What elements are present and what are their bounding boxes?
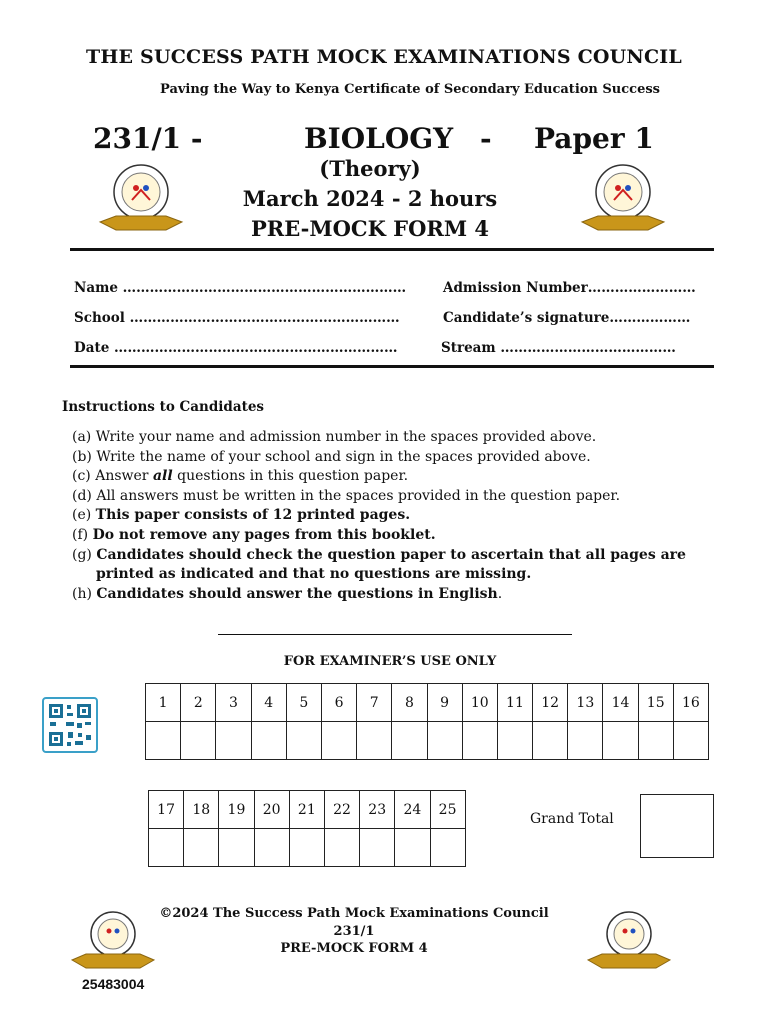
instruction-label: (e) — [72, 507, 96, 524]
question-number-cell: 18 — [184, 791, 219, 829]
title-dash: - — [480, 122, 492, 155]
instruction-item — [72, 585, 712, 605]
school-field[interactable]: School …………………………………………………… — [74, 310, 400, 326]
stream-field[interactable]: Stream ………………………………… — [441, 340, 676, 356]
score-cell[interactable] — [568, 722, 603, 760]
question-number-cell: 9 — [427, 684, 462, 722]
separator-line — [218, 634, 572, 635]
score-cell[interactable] — [427, 722, 462, 760]
score-cell[interactable] — [149, 829, 184, 867]
score-cell[interactable] — [254, 829, 289, 867]
score-cell[interactable] — [392, 722, 427, 760]
instruction-text: Candidates should check the question paper to ascertain that all pages are — [96, 546, 686, 563]
instruction-label: (g) — [72, 546, 97, 563]
footer-code: 231/1 — [333, 924, 375, 939]
score-cell[interactable] — [251, 722, 286, 760]
score-grid-questions-17-25 — [148, 790, 466, 867]
question-number-cell: 5 — [286, 684, 321, 722]
subject-title: BIOLOGY — [304, 122, 454, 155]
score-cell[interactable] — [497, 722, 532, 760]
fields-rule — [70, 365, 714, 368]
paper-code: 231/1 - — [93, 122, 203, 155]
exam-date-duration: March 2024 - 2 hours — [242, 186, 498, 211]
score-cell[interactable] — [395, 829, 430, 867]
instruction-item: (b) Write the name of your school and sign in the spaces provided above. — [72, 448, 591, 465]
question-number-cell: 2 — [181, 684, 216, 722]
question-number-cell: 14 — [603, 684, 638, 722]
score-cell[interactable] — [321, 722, 356, 760]
instruction-text: (c) Answer — [72, 468, 153, 485]
score-grid-questions-1-16 — [145, 683, 709, 760]
footer-logo-right — [584, 908, 674, 974]
council-title: THE SUCCESS PATH MOCK EXAMINATIONS COUNCIL — [86, 46, 682, 68]
instructions-title: Instructions to Candidates — [62, 399, 265, 415]
question-number-cell: 17 — [149, 791, 184, 829]
grid-header-row — [146, 684, 709, 722]
instruction-text: This paper consists of 12 printed pages. — [95, 507, 411, 524]
grand-total-box[interactable] — [640, 794, 714, 858]
paper-number: Paper 1 — [534, 122, 654, 155]
instruction-item — [72, 467, 712, 487]
question-number-cell: 7 — [357, 684, 392, 722]
question-number-cell: 15 — [638, 684, 673, 722]
score-cell[interactable] — [286, 722, 321, 760]
question-number-cell: 16 — [673, 684, 708, 722]
score-cell[interactable] — [603, 722, 638, 760]
instructions-list — [72, 428, 712, 604]
score-cell[interactable] — [216, 722, 251, 760]
grid-header-row — [149, 791, 466, 829]
score-cell[interactable] — [673, 722, 708, 760]
score-cell[interactable] — [181, 722, 216, 760]
score-cell[interactable] — [219, 829, 254, 867]
paper-type: (Theory) — [319, 156, 421, 181]
serial-number: 25483004 — [82, 976, 145, 992]
examiner-title: FOR EXAMINER’S USE ONLY — [283, 654, 497, 669]
question-number-cell: 24 — [395, 791, 430, 829]
instruction-label: (h) — [72, 585, 97, 602]
question-number-cell: 19 — [219, 791, 254, 829]
question-number-cell: 20 — [254, 791, 289, 829]
instruction-text: Do not remove any pages from this booklet. — [92, 526, 436, 543]
score-cell[interactable] — [533, 722, 568, 760]
instruction-item — [72, 546, 712, 566]
question-number-cell: 23 — [360, 791, 395, 829]
question-number-cell: 4 — [251, 684, 286, 722]
score-cell[interactable] — [146, 722, 181, 760]
score-cell[interactable] — [289, 829, 324, 867]
question-number-cell: 12 — [533, 684, 568, 722]
council-logo-right — [578, 160, 668, 240]
footer-copyright: ©2024 The Success Path Mock Examinations Council — [159, 906, 549, 921]
exam-form: PRE-MOCK FORM 4 — [251, 216, 489, 241]
score-cell[interactable] — [324, 829, 359, 867]
instruction-item — [72, 565, 712, 585]
header-rule — [70, 248, 714, 251]
admission-number-field[interactable]: Admission Number…………………… — [443, 280, 696, 296]
question-number-cell: 3 — [216, 684, 251, 722]
grand-total-label: Grand Total — [530, 811, 614, 827]
instruction-text: Candidates should answer the questions in English — [96, 585, 498, 602]
question-number-cell: 8 — [392, 684, 427, 722]
question-number-cell: 10 — [462, 684, 497, 722]
instruction-item — [72, 526, 712, 546]
grid-score-row — [146, 722, 709, 760]
emphasis-all: all — [152, 468, 173, 485]
footer-logo-left — [68, 908, 158, 974]
question-number-cell: 25 — [430, 791, 465, 829]
tagline: Paving the Way to Kenya Certificate of Secondary Education Success — [160, 82, 660, 97]
instruction-text: questions in this question paper. — [172, 468, 409, 485]
council-logo-left — [96, 160, 186, 240]
footer-form: PRE-MOCK FORM 4 — [280, 941, 428, 956]
score-cell[interactable] — [430, 829, 465, 867]
question-number-cell: 13 — [568, 684, 603, 722]
score-cell[interactable] — [638, 722, 673, 760]
score-cell[interactable] — [360, 829, 395, 867]
qr-code-icon — [42, 697, 98, 753]
question-number-cell: 22 — [324, 791, 359, 829]
grid-score-row — [149, 829, 466, 867]
instruction-item: (a) Write your name and admission number in the spaces provided above. — [72, 429, 597, 445]
question-number-cell: 11 — [497, 684, 532, 722]
instruction-text: printed as indicated and that no questions are missing. — [96, 566, 532, 583]
question-number-cell: 21 — [289, 791, 324, 829]
question-number-cell: 1 — [146, 684, 181, 722]
name-field[interactable]: Name ……………………………………………………… — [74, 280, 407, 296]
instruction-label: (f) — [72, 526, 93, 543]
instruction-text: . — [497, 585, 503, 602]
instruction-item — [72, 506, 712, 526]
instruction-item: (d) All answers must be written in the spaces provided in the question paper. — [72, 487, 621, 504]
score-cell[interactable] — [184, 829, 219, 867]
score-cell[interactable] — [357, 722, 392, 760]
score-cell[interactable] — [462, 722, 497, 760]
date-field[interactable]: Date ……………………………………………………… — [74, 340, 398, 356]
question-number-cell: 6 — [321, 684, 356, 722]
candidate-signature-field[interactable]: Candidate’s signature……………… — [443, 310, 691, 326]
